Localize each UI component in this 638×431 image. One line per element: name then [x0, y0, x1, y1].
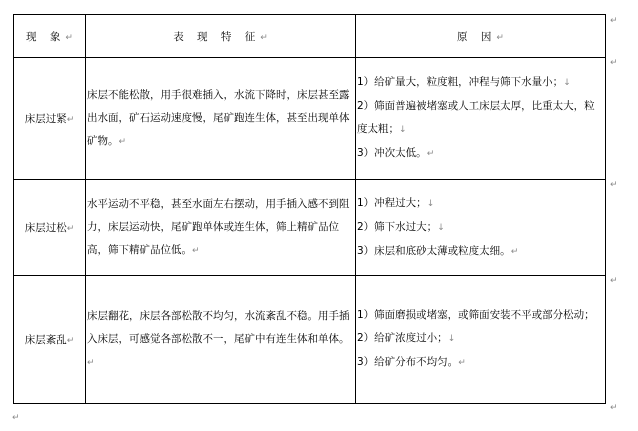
phenomenon-cell: 床层过松↵ — [14, 180, 86, 276]
cause-item: 2）筛面普遍被堵塞或人工床层太厚，比重太大，粒度太粗；↓ — [357, 100, 595, 135]
table-row — [14, 58, 606, 180]
phenomena-table — [13, 14, 606, 404]
cause-item: 3）床层和底砂太薄或粒度太细。↵ — [357, 244, 519, 257]
header-cause: 原 因↵ — [356, 15, 606, 58]
row-end-mark: ↵ — [610, 180, 618, 190]
cause-cell — [356, 276, 606, 404]
paragraph-mark: ↵ — [12, 413, 20, 423]
cause-item: 2）筛下水过大；↓ — [357, 220, 445, 233]
cause-item: 1）筛面磨损或堵塞，或筛面安装不平或部分松动；2）给矿浓度过小；↓ — [357, 309, 595, 344]
feature-cell: 水平运动不平稳，甚至水面左右摆动，用手插入感不到阻力，床层运动快，尾矿跑单体或连生体，筛上精矿品位高，筛下精矿品位低。↵ — [86, 180, 356, 276]
cause-item: 3）冲次太低。↵ — [357, 147, 435, 159]
cause-item: 3）给矿分布不均匀。↵ — [357, 356, 466, 368]
header-feature: 表 现 特 征↵ — [86, 15, 356, 58]
table-row — [14, 276, 606, 404]
phenomenon-cell: 床层过紧↵ — [14, 58, 86, 180]
row-end-mark: ↵ — [610, 16, 618, 26]
row-end-mark: ↵ — [610, 276, 618, 286]
cause-cell — [356, 180, 606, 276]
row-end-mark: ↵ — [610, 403, 618, 413]
table-row — [14, 180, 606, 276]
table-header-row — [14, 15, 606, 58]
phenomenon-cell: 床层紊乱↵ — [14, 276, 86, 404]
cause-item: 1）给矿量大，粒度粗，冲程与筛下水量小；↓ — [357, 76, 571, 88]
header-phenomenon: 现 象↵ — [14, 15, 86, 58]
feature-cell: 床层翻花，床层各部松散不均匀，水流紊乱不稳。用手插入床层，可感觉各部松散不一，尾矿中有连生体和单体。↵ — [86, 276, 356, 404]
row-end-mark: ↵ — [610, 58, 618, 68]
cause-cell — [356, 58, 606, 180]
cause-item: 1）冲程过大；↓ — [357, 196, 435, 209]
feature-cell: 床层不能松散，用手很难插入，水流下降时，床层甚至露出水面，矿石运动速度慢，尾矿跑连生体，甚至出现单体矿物。↵ — [86, 58, 356, 180]
